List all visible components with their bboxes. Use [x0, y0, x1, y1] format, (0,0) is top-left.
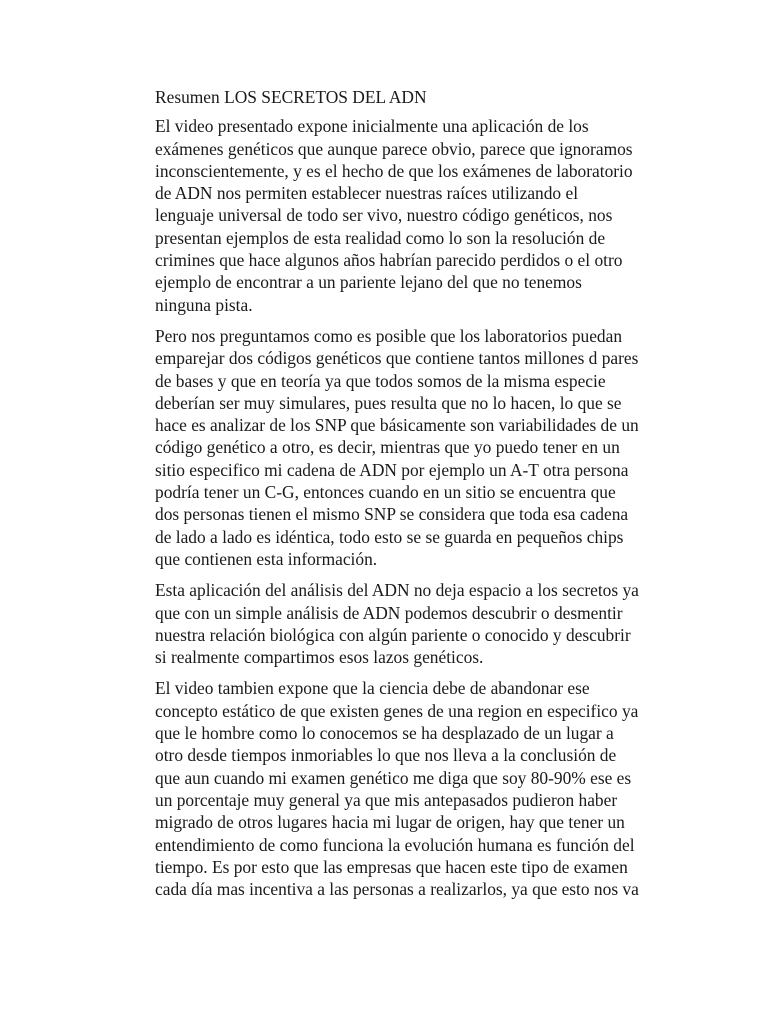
paragraph-3 [155, 579, 639, 668]
paragraph-2 [155, 325, 639, 570]
document-title: Resumen LOS SECRETOS DEL ADN [155, 87, 427, 107]
text-line: migrado de otros lugares hacia mi lugar de origen, hay que tener un [155, 812, 625, 833]
text-line: exámenes genéticos que aunque parece obvio, parece que ignoramos [155, 138, 633, 159]
text-line: de lado a lado es idéntica, todo esto se se guarda en pequeños chips [155, 526, 624, 547]
text-line: emparejar dos códigos genéticos que contiene tantos millones d pares [155, 348, 639, 369]
text-line: si realmente compartimos esos lazos genéticos. [155, 647, 484, 668]
text-line: que le hombre como lo conocemos se ha desplazado de un lugar a [155, 723, 614, 744]
text-line: entendimiento de como funciona la evolución humana es función del [155, 834, 635, 855]
text-line: otro desde tiempos inmoriables lo que nos lleva a la conclusión de [155, 745, 617, 766]
text-line: Pero nos preguntamos como es posible que los laboratorios puedan [155, 325, 623, 346]
text-line: concepto estático de que existen genes de una region en especifico ya [155, 700, 639, 721]
text-line: ninguna pista. [155, 294, 253, 315]
text-line: crimines que hace algunos años habrían parecido perdidos o el otro [155, 250, 623, 271]
text-line: podría tener un C-G, entonces cuando en un sitio se encuentra que [155, 482, 616, 503]
text-line: que aun cuando mi examen genético me diga que soy 80-90% ese es [155, 767, 632, 788]
text-line: que con un simple análisis de ADN podemos descubrir o desmentir [155, 602, 623, 623]
text-line: deberían ser muy simulares, pues resulta que no lo hacen, lo que se [155, 392, 622, 413]
text-line: presentan ejemplos de esta realidad como lo son la resolución de [155, 227, 606, 248]
text-line: tiempo. Es por esto que las empresas que hacen este tipo de examen [155, 856, 628, 877]
text-line: sitio especifico mi cadena de ADN por ejemplo un A-T otra persona [155, 459, 629, 480]
text-line: de bases y que en teoría ya que todos somos de la misma especie [155, 370, 606, 391]
text-line: inconscientemente, y es el hecho de que los exámenes de laboratorio [155, 160, 633, 181]
text-line: dos personas tienen el mismo SNP se considera que toda esa cadena [155, 504, 629, 525]
text-line: hace es analizar de los SNP que básicamente son variabilidades de un [155, 415, 639, 436]
text-line: El video tambien expone que la ciencia debe de abandonar ese [155, 678, 590, 699]
document-body [155, 86, 639, 909]
paragraph-4 [155, 677, 639, 900]
text-line: código genético a otro, es decir, mientras que yo puedo tener en un [155, 437, 620, 458]
text-line: un porcentaje muy general ya que mis antepasados pudieron haber [155, 789, 618, 810]
text-line: cada día mas incentiva a las personas a realizarlos, ya que esto nos va [155, 879, 639, 900]
text-line: Esta aplicación del análisis del ADN no deja espacio a los secretos ya [155, 580, 639, 601]
text-line: de ADN nos permiten establecer nuestras raíces utilizando el [155, 183, 579, 204]
text-line: El video presentado expone inicialmente una aplicación de los [155, 116, 589, 137]
text-line: lenguaje universal de todo ser vivo, nuestro código genéticos, nos [155, 205, 613, 226]
text-line: nuestra relación biológica con algún pariente o conocido y descubrir [155, 624, 631, 645]
text-line: ejemplo de encontrar a un pariente lejano del que no tenemos [155, 272, 582, 293]
text-line: que contienen esta información. [155, 548, 378, 569]
paragraph-1 [155, 115, 633, 316]
